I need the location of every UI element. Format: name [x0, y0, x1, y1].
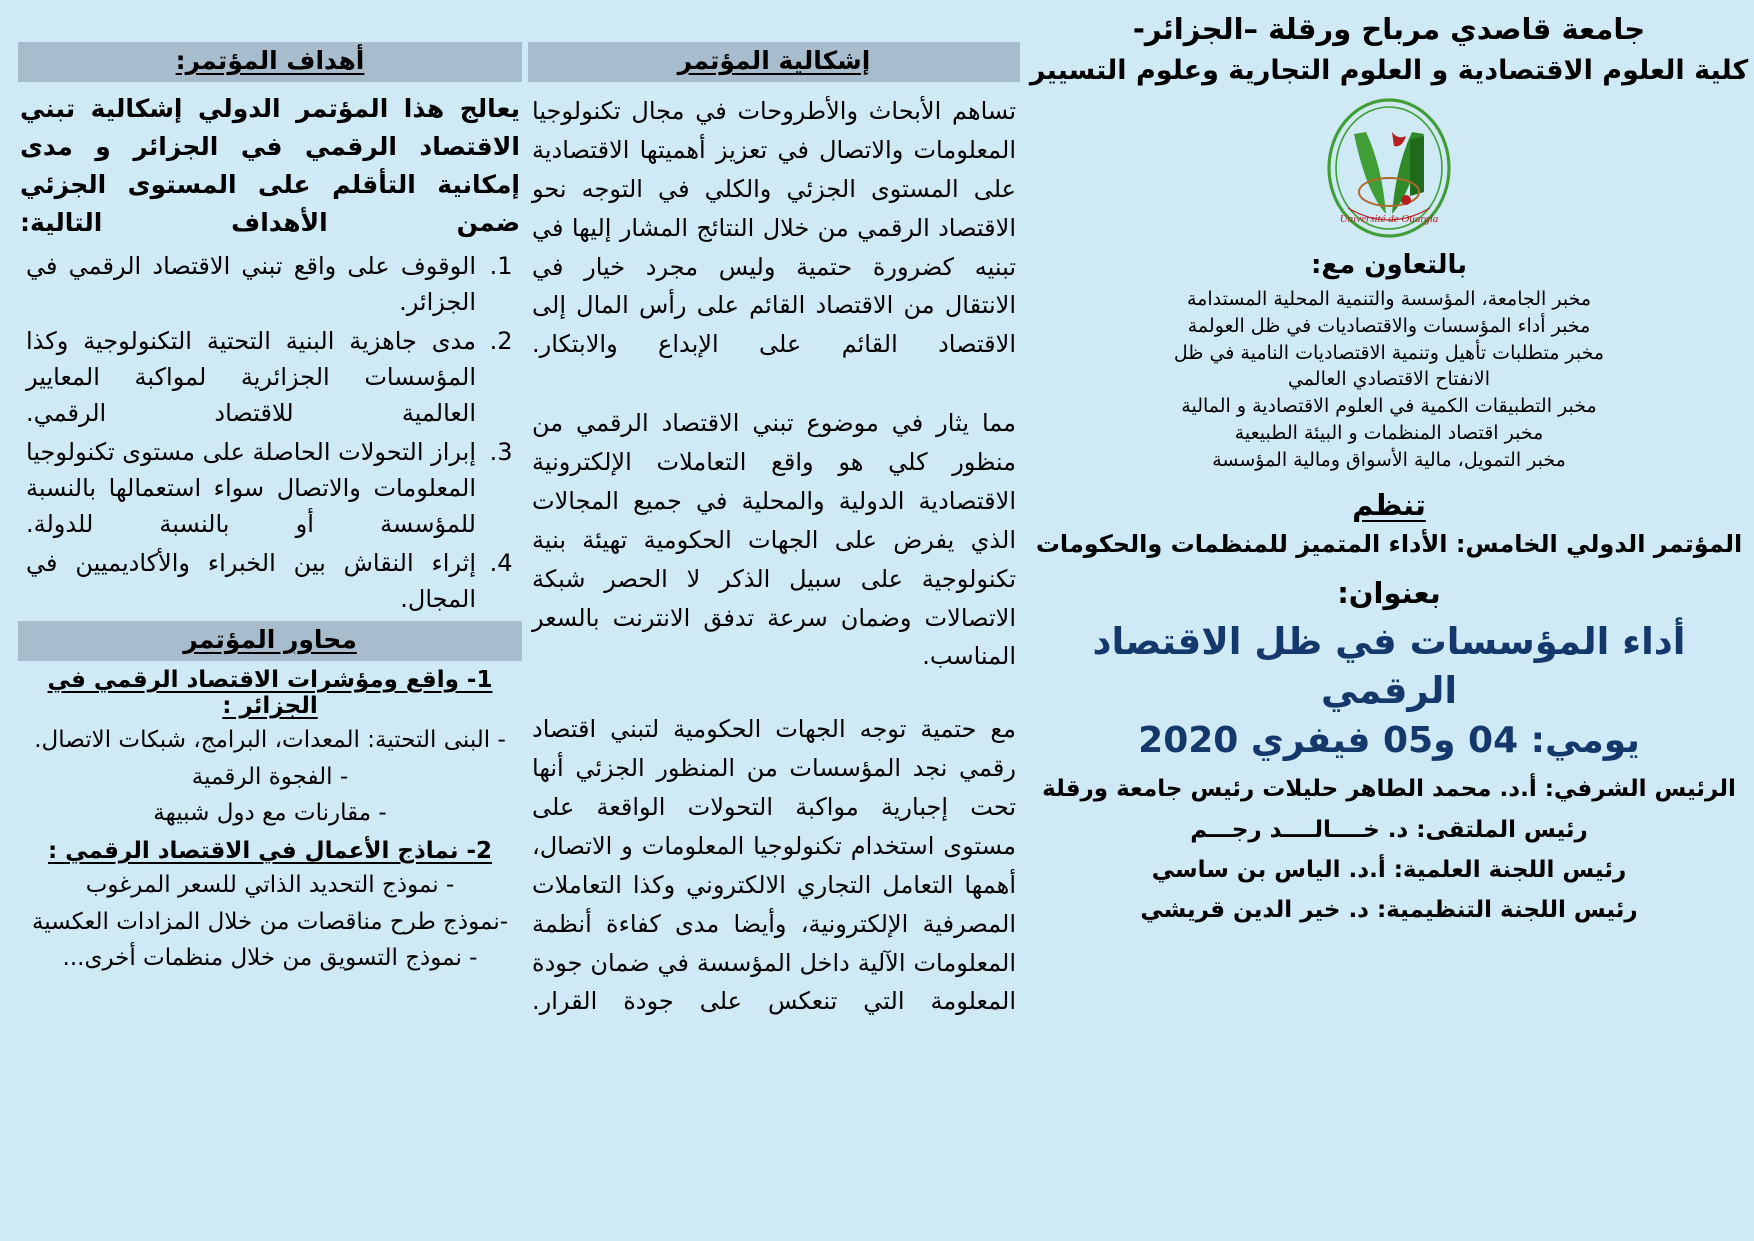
axes-header-band	[18, 621, 522, 661]
titled-label: بعنوان:	[1337, 575, 1441, 610]
list-item: - نموذج التحديد الذاتي للسعر المرغوب	[85, 871, 455, 898]
list-item: 1. الوقوف على واقع تبني الاقتصاد الرقمي في الجزائر.	[26, 248, 482, 320]
objectives-header-band	[18, 42, 522, 82]
conference-series-name: المؤتمر الدولي الخامس: الأداء المتميز للمنظمات والحكومات	[1035, 530, 1743, 559]
problematic-paragraph-1: تساهم الأبحاث والأطروحات في مجال تكنولوجيا المعلومات والاتصال في تعزيز أهميتها الاقتصادية على المستوى الجزئي والكلي في التوجه نحو الاقتصاد الرقمي من خلال النتائج المشار إليها في تبنيه كضرورة حتمية وليس مجرد خيار في الانتقال من الاقتصاد القائم على رأس المال إلى الاقتصاد القائم على الإبداع والابتكار.	[532, 97, 1016, 359]
university-logo	[1314, 96, 1464, 246]
list-item: مخبر التطبيقات الكمية في العلوم الاقتصادية و المالية	[1181, 395, 1597, 418]
list-item: مخبر التمويل، مالية الأسواق ومالية المؤسسة	[1212, 449, 1566, 472]
list-item: مخبر اقتصاد المنظمات و البيئة الطبيعية	[1234, 422, 1544, 445]
conference-chair: رئيس الملتقى: د. خــــالــــد رجـــم	[1190, 816, 1588, 843]
list-item: -نموذج طرح مناقصات من خلال المزادات العكسية	[31, 908, 509, 935]
list-item: - مقارنات مع دول شبيهة	[153, 800, 387, 827]
university-logo-icon	[1314, 96, 1464, 246]
list-item: - نموذج التسويق من خلال منظمات أخرى...	[62, 945, 478, 972]
conference-date: يومي: 04 و05 فيفري 2020	[1138, 719, 1640, 761]
problematic-paragraph-2: مما يثار في موضوع تبني الاقتصاد الرقمي من منظور كلي هو واقع التعاملات الإلكترونية الاقتصادية الدولية والمحلية في جميع المجالات الذي يفرض على الجهات الحكومية تهيئة بنية تكنولوجية على سبيل الذكر لا الحصر شبكة الاتصالات وضمان سرعة تدفق الانترنت بالسعر المناسب.	[532, 409, 1016, 671]
university-name: جامعة قاصدي مرباح ورقلة –الجزائر-	[1132, 12, 1646, 46]
problematic-paragraph-3: مع حتمية توجه الجهات الحكومية لتبني اقتصاد رقمي نجد المؤسسات من المنظور الجزئي أنها تحت إجبارية مواكبة التحولات الواقعة على مستوى استخدام تكنولوجيا المعلومات و الاتصال، أهمها التعامل التجاري الالكتروني وكذا التعاملات المصرفية الإلكترونية، وأيضا مدى كفاءة أنظمة المعلومات الآلية داخل المؤسسة في ضمان جودة المعلومة التي تنعكس على جودة القرار.	[532, 715, 1016, 1016]
axis-title: 1- واقع ومؤشرات الاقتصاد الرقمي في الجزائر :	[47, 667, 493, 719]
officials-list	[1024, 774, 1754, 925]
objectives-list	[18, 248, 522, 617]
organizing-committee-chair: رئيس اللجنة التنظيمية: د. خير الدين قريشي	[1140, 897, 1638, 924]
list-item: مخبر متطلبات تأهيل وتنمية الاقتصاديات النامية في ظل	[1173, 341, 1605, 364]
problematic-column	[528, 42, 1020, 1021]
list-item: مخبر الجامعة، المؤسسة والتنمية المحلية المستدامة	[1186, 287, 1592, 310]
list-item: - البنى التحتية: المعدات، البرامج، شبكات الاتصال.	[34, 727, 506, 753]
list-item: - الفجوة الرقمية	[191, 763, 349, 790]
scientific-committee-chair: رئيس اللجنة العلمية: أ.د. الياس بن ساسي	[1151, 857, 1627, 884]
objectives-column	[18, 42, 522, 978]
faculty-name: كلية العلوم الاقتصادية و العلوم التجارية وعلوم التسيير	[1029, 55, 1749, 87]
axes-content	[18, 667, 522, 977]
list-item: 2. مدى جاهزية البنية التحتية التكنولوجية وكذا المؤسسات الجزائرية لمواكبة المعايير العالمية للاقتصاد الرقمي.	[26, 323, 482, 431]
problematic-header-title: إشكالية المؤتمر	[677, 46, 871, 75]
objectives-intro-paragraph: يعالج هذا المؤتمر الدولي إشكالية تبني الاقتصاد الرقمي في الجزائر و مدى إمكانية التأقلم على المستوى الجزئي ضمن الأهداف التالية:	[20, 94, 520, 237]
title-column	[1024, 0, 1754, 926]
list-item: مخبر أداء المؤسسات والاقتصاديات في ظل العولمة	[1187, 314, 1591, 337]
problematic-header-band	[528, 42, 1020, 82]
objectives-header-title: أهداف المؤتمر:	[175, 46, 365, 75]
page-title: أداء المؤسسات في ظل الاقتصاد الرقمي	[1092, 619, 1686, 712]
svg-text:Université de Ouargla: Université de Ouargla	[1339, 212, 1439, 225]
axis-title: 2- نماذج الأعمال في الاقتصاد الرقمي :	[47, 837, 493, 864]
laboratories-list	[1024, 286, 1754, 475]
list-item: 3. إبراز التحولات الحاصلة على مستوى تكنولوجيا المعلومات والاتصال سواء استعمالها بالنسبة للمؤسسة أو بالنسبة للدولة.	[26, 434, 482, 542]
cooperation-title: بالتعاون مع:	[1311, 249, 1467, 280]
list-item: الانفتاح الاقتصادي العالمي	[1287, 368, 1491, 391]
axes-header-title: محاور المؤتمر	[183, 625, 357, 654]
honorary-president: الرئيس الشرفي: أ.د. محمد الطاهر حليلات رئيس جامعة ورقلة	[1042, 776, 1736, 803]
list-item: 4. إثراء النقاش بين الخبراء والأكاديميين في المجال.	[26, 545, 482, 617]
organizes-label: تنظم	[1352, 488, 1426, 523]
